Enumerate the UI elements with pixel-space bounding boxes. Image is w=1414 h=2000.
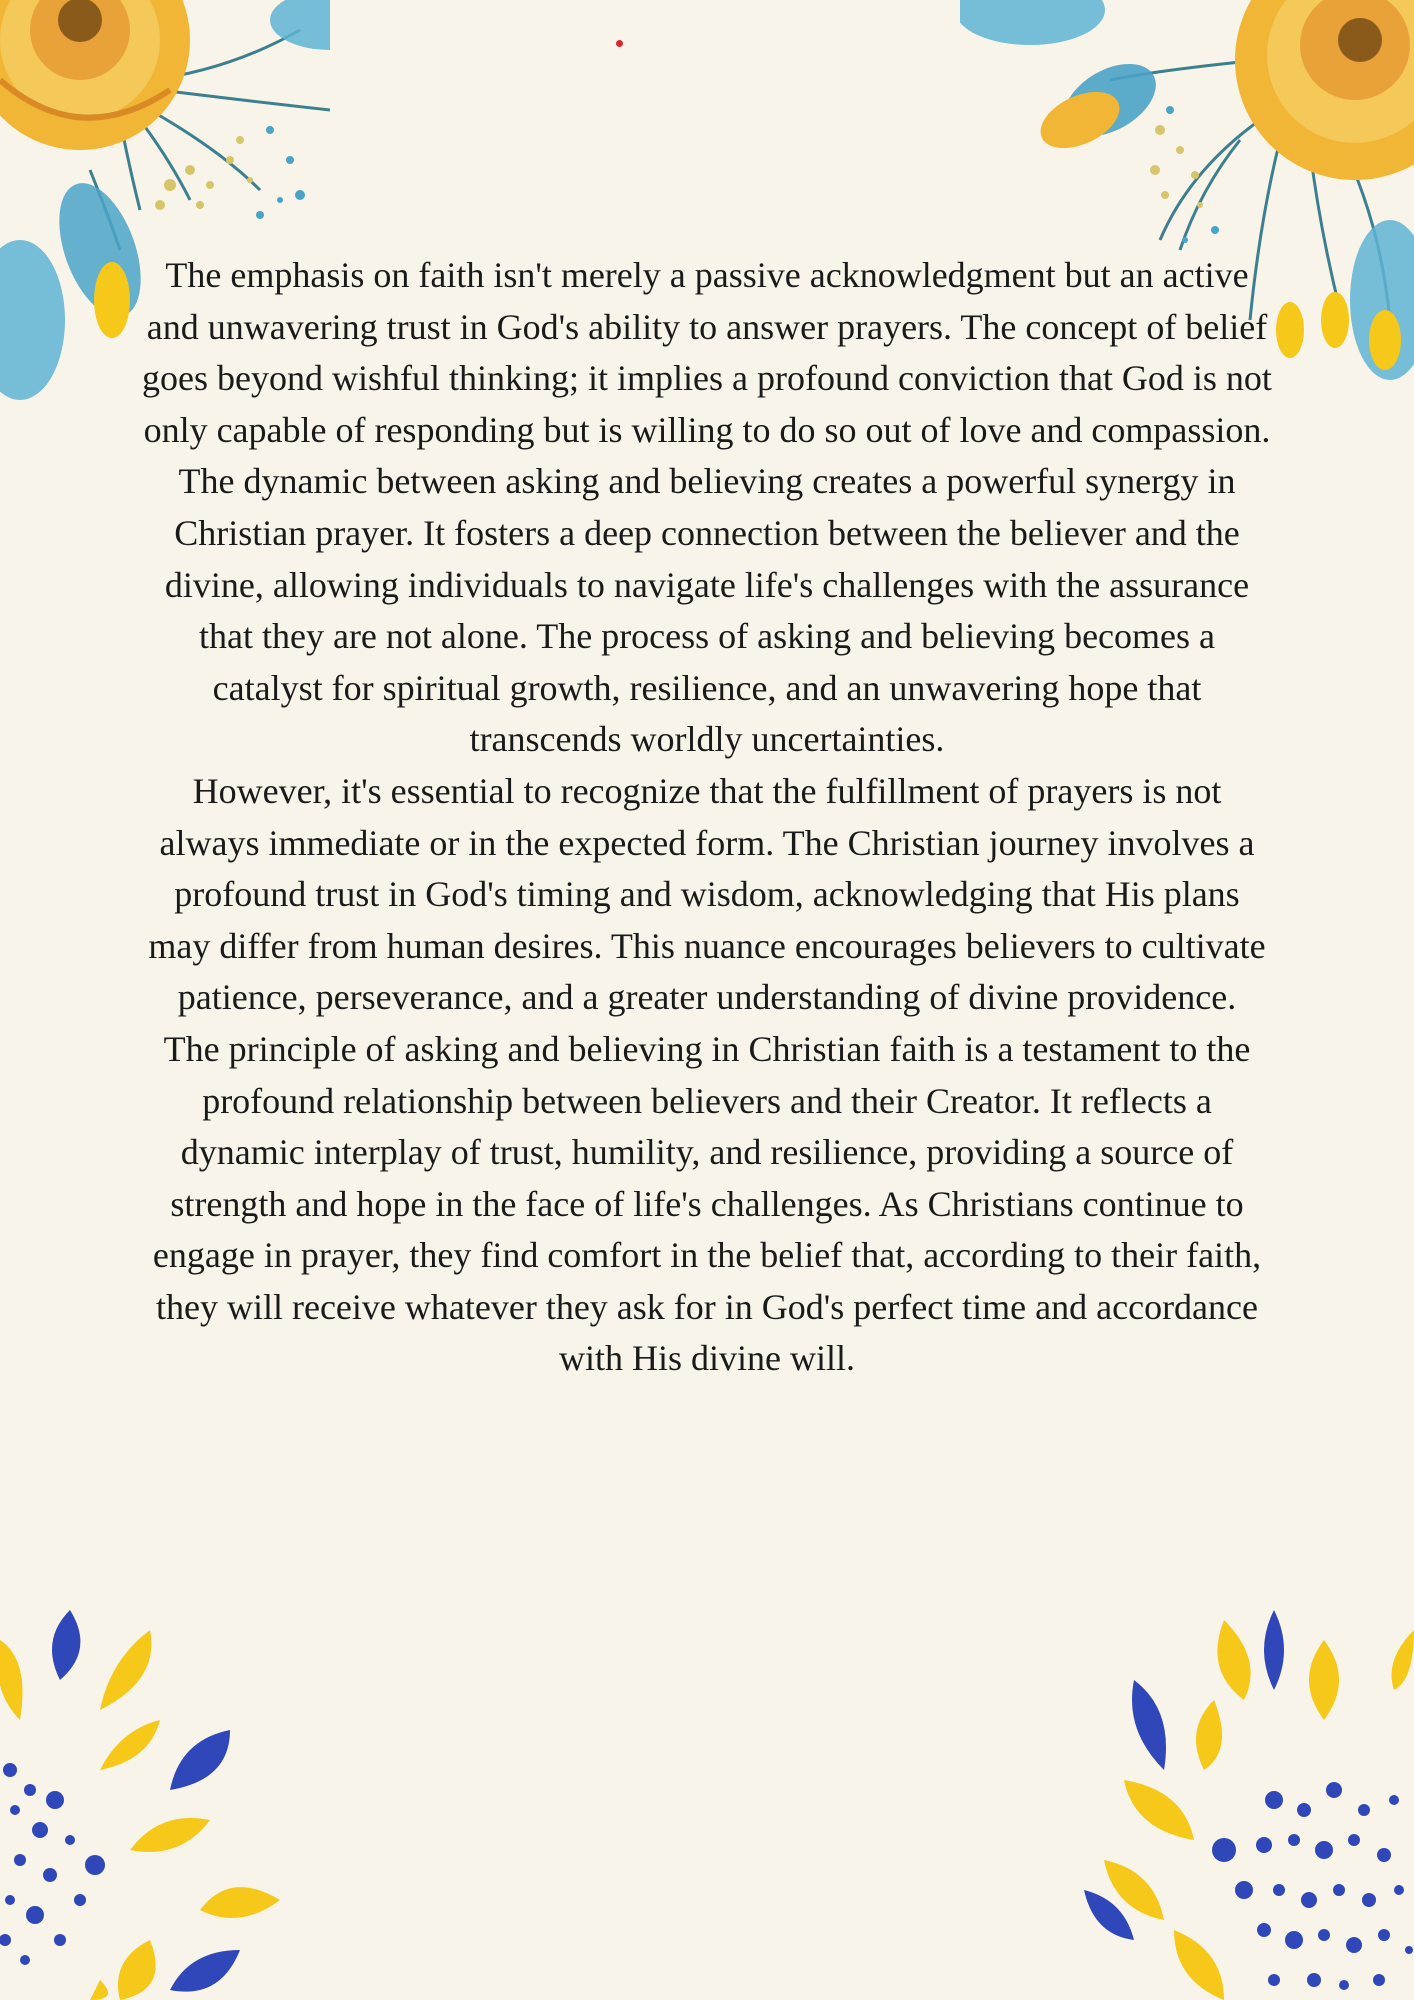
blue-yellow-petal-burst-icon	[1024, 1600, 1414, 2000]
ink-dot	[616, 40, 623, 47]
body-text	[140, 250, 1274, 1385]
paragraph: The emphasis on faith isn't merely a passive acknowledgment but an active and unwavering trust in God's ability to answer prayers. The concept of belief goes beyond wishful thinking; it implies a profound conviction that God is not only capable of responding but is willing to do so out of love and compassion.	[142, 255, 1272, 450]
paragraph: However, it's essential to recognize that the fulfillment of prayers is not always immediate or in the expected form. The Christian journey involves a profound trust in God's timing and wisdom, acknowledging that His plans may differ from human desires. This nuance encourages believers to cultivate patience, perseverance, and a greater understanding of divine providence.	[148, 770, 1266, 1018]
paragraph: The dynamic between asking and believing creates a powerful synergy in Christian prayer. It fosters a deep connection between the believer and the divine, allowing individuals to navigate life's challenges with the assurance that they are not alone. The process of asking and believing becomes a catalyst for spiritual growth, resilience, and an unwavering hope that transcends worldly uncertainties.	[164, 461, 1250, 760]
blue-yellow-petal-burst-icon	[0, 1600, 300, 2000]
paragraph: The principle of asking and believing in Christian faith is a testament to the profound relationship between believers and their Creator. It reflects a dynamic interplay of trust, humility, and resilience, providing a source of strength and hope in the face of life's challenges. As Christians continue to engage in prayer, they find comfort in the belief that, according to their faith, they will receive whatever they ask for in God's perfect time and accordance with His divine will.	[152, 1028, 1262, 1379]
